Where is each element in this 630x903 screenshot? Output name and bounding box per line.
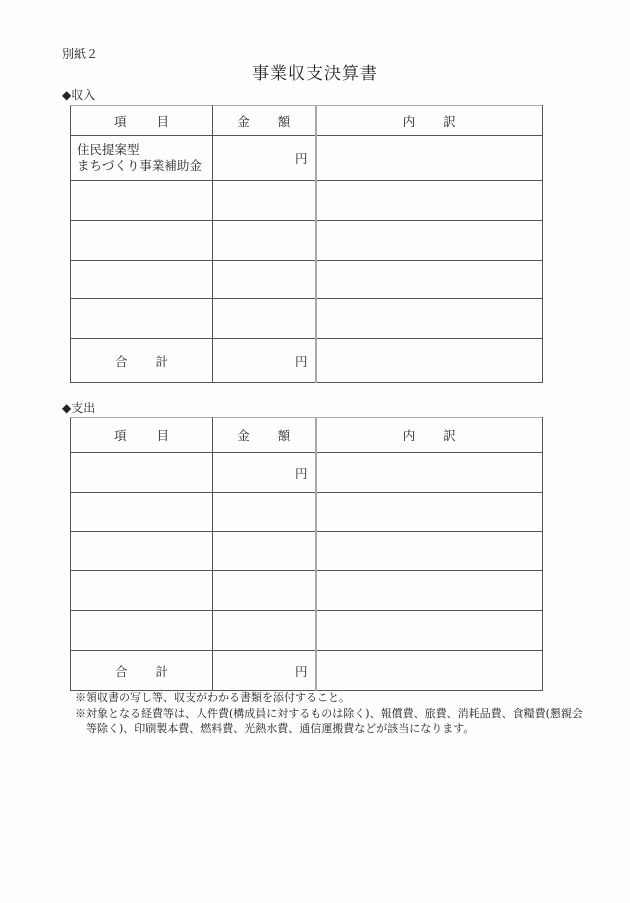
breakdown-cell[interactable]: [316, 221, 543, 261]
table-row: [71, 532, 543, 571]
total-label: [71, 651, 213, 691]
header-amount-char2: 額: [277, 113, 291, 129]
breakdown-cell[interactable]: [316, 532, 543, 571]
income-header-row: [71, 106, 543, 136]
amount-cell[interactable]: [213, 299, 316, 339]
header-item-char1: 項: [113, 113, 127, 129]
expense-section-label: ◆支出: [62, 401, 96, 415]
amount-cell[interactable]: 円: [213, 453, 316, 493]
total-amount-cell[interactable]: 円: [213, 339, 316, 383]
total-label-char1: 合: [114, 353, 128, 369]
note-eligible-expenses-line2: 等除く)、印刷製本費、燃料費、光熱水費、通信運搬費などが該当になります。: [86, 722, 475, 735]
attachment-label: 別紙２: [62, 47, 99, 61]
table-row: [71, 453, 543, 493]
amount-cell[interactable]: [213, 221, 316, 261]
amount-cell[interactable]: [213, 181, 316, 221]
header-amount-char1: 金: [237, 113, 250, 129]
breakdown-cell[interactable]: [316, 453, 543, 493]
header-amount: [213, 106, 316, 136]
expense-header-row: [71, 418, 543, 453]
total-breakdown-cell[interactable]: [316, 651, 543, 691]
amount-cell[interactable]: [213, 261, 316, 299]
breakdown-cell[interactable]: [316, 136, 543, 181]
amount-cell[interactable]: 円: [213, 136, 316, 181]
item-cell[interactable]: [71, 261, 213, 299]
item-line2: まちづくり事業補助金: [77, 158, 202, 173]
breakdown-cell[interactable]: [316, 181, 543, 221]
header-breakdown-char1: 内: [402, 428, 416, 443]
total-breakdown-cell[interactable]: [316, 339, 543, 383]
header-breakdown-char2: 訳: [443, 428, 456, 443]
total-label: [71, 339, 213, 383]
table-row: [71, 611, 543, 651]
item-cell[interactable]: [71, 299, 213, 339]
amount-cell[interactable]: [213, 532, 316, 571]
item-cell[interactable]: [71, 532, 213, 571]
header-breakdown-char1: 内: [402, 113, 416, 129]
breakdown-cell[interactable]: [316, 261, 543, 299]
note-eligible-expenses-line1: ※対象となる経費等は、人件費(構成員に対するものは除く)、報償費、旅費、消耗品費、食糧費(懇親会: [75, 707, 583, 720]
note-attachment: ※領収書の写し等、収支がわかる書類を添付すること。: [75, 691, 350, 704]
total-row: [71, 651, 543, 691]
item-cell[interactable]: [71, 181, 213, 221]
page-title: 事業収支決算書: [252, 64, 378, 84]
header-item-char1: 項: [113, 428, 127, 443]
table-row: [71, 136, 543, 181]
table-row: [71, 181, 543, 221]
total-amount-cell[interactable]: 円: [213, 651, 316, 691]
header-item: [71, 106, 213, 136]
header-breakdown-char2: 訳: [443, 113, 456, 129]
total-label-char1: 合: [114, 663, 128, 679]
header-item-char2: 目: [156, 428, 170, 443]
breakdown-cell[interactable]: [316, 493, 543, 532]
item-cell[interactable]: [71, 136, 213, 181]
income-section-label: ◆収入: [62, 88, 96, 102]
table-row: [71, 299, 543, 339]
breakdown-cell[interactable]: [316, 611, 543, 651]
table-row: [71, 493, 543, 532]
total-row: [71, 339, 543, 383]
item-cell[interactable]: [71, 571, 213, 611]
breakdown-cell[interactable]: [316, 299, 543, 339]
header-breakdown: [316, 106, 543, 136]
expense-table: [70, 417, 543, 691]
item-cell[interactable]: [71, 611, 213, 651]
income-table: [70, 105, 543, 383]
item-cell[interactable]: [71, 453, 213, 493]
header-amount-char2: 額: [277, 428, 291, 443]
header-breakdown: [316, 418, 543, 453]
header-item-char2: 目: [156, 113, 170, 129]
header-amount-char1: 金: [237, 428, 250, 443]
total-label-char2: 計: [155, 353, 169, 369]
item-line1: 住民提案型: [77, 142, 140, 157]
total-label-char2: 計: [155, 663, 169, 679]
item-cell[interactable]: [71, 493, 213, 532]
amount-cell[interactable]: [213, 611, 316, 651]
amount-cell[interactable]: [213, 571, 316, 611]
breakdown-cell[interactable]: [316, 571, 543, 611]
header-item: [71, 418, 213, 453]
header-amount: [213, 418, 316, 453]
table-row: [71, 571, 543, 611]
table-row: [71, 221, 543, 261]
item-cell[interactable]: [71, 221, 213, 261]
amount-cell[interactable]: [213, 493, 316, 532]
table-row: [71, 261, 543, 299]
